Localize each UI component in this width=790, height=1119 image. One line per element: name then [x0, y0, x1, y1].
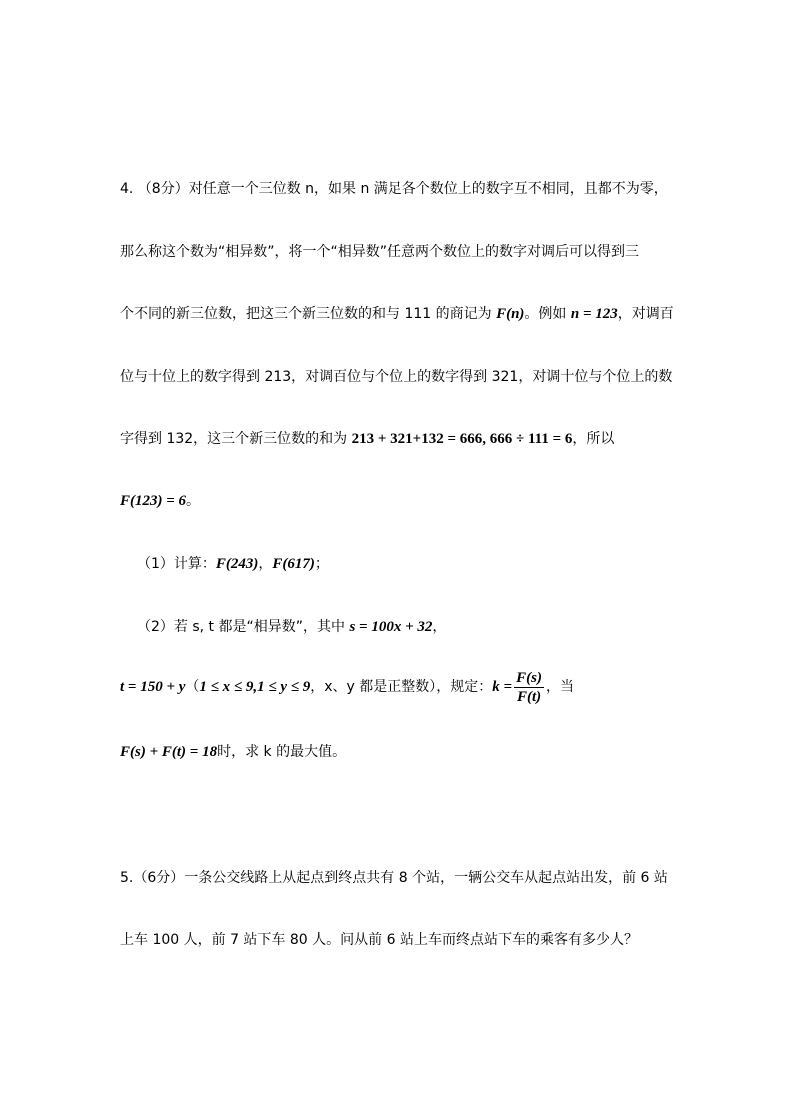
problem-4-text: 那么称这个数为“相异数”，将一个“相异数”任意两个数位上的数字对调后可以得到三	[120, 244, 640, 260]
math-expression: t = 150 + y	[120, 679, 186, 695]
problem-5-line-2	[120, 929, 680, 951]
problem-4-text: 。	[186, 493, 201, 509]
problem-4-text: 字得到 132，这三个新三位数的和为	[120, 431, 352, 447]
separator: ，	[258, 556, 273, 572]
problem-5-text: 5.（6分）一条公交线路上从起点到终点共有 8 个站，一辆公交车从起点站出发，前 6 站	[120, 870, 668, 886]
problem-4-line-6	[120, 490, 680, 512]
problem-5-line-1	[120, 867, 680, 889]
math-expression: s = 100x + 32	[349, 619, 433, 635]
problem-4-text: ，对调百	[617, 306, 674, 322]
math-expression: F(n)	[496, 306, 525, 322]
problem-4-text: ，所以	[572, 431, 615, 447]
problem-4-line-3	[120, 303, 680, 325]
paren-open: （	[185, 679, 200, 695]
problem-4-text: 个不同的新三位数，把这三个新三位数的和与 111 的商记为	[120, 306, 497, 322]
math-expression: F(243)	[215, 556, 259, 572]
math-expression: 213 + 321+132 = 666, 666 ÷ 111 = 6	[351, 431, 573, 447]
problem-4-text: 位与十位上的数字得到 213，对调百位与个位上的数字得到 321，对调十位与个位上的数	[120, 369, 673, 385]
question-2-conditions	[120, 668, 680, 706]
math-expression: F(617)	[272, 556, 315, 572]
math-expression: k =	[492, 679, 513, 695]
fraction-numerator: F(s)	[516, 669, 542, 686]
question-2-text: 时，求 k 的最大值。	[217, 744, 347, 760]
question-2-text: ，当	[545, 679, 574, 695]
problem-4-text: 。例如	[524, 306, 571, 322]
question-1	[137, 553, 680, 575]
fraction-denominator: F(t)	[516, 688, 542, 705]
math-expression: n = 123	[570, 306, 618, 322]
problem-4-line-1	[120, 178, 680, 200]
question-2-text: ，x、y 都是正整数），规定：	[310, 679, 493, 695]
fraction	[514, 669, 544, 706]
punctuation: ；	[314, 556, 329, 572]
problem-5-text: 上车 100 人，前 7 站下车 80 人。问从前 6 站上车而终点站下车的乘客有多少人？	[120, 932, 638, 948]
math-expression: F(s) + F(t) = 18	[120, 744, 218, 760]
question-2	[137, 616, 680, 638]
math-expression: 1 ≤ x ≤ 9,1 ≤ y ≤ 9	[199, 679, 311, 695]
question-2-text: （2）若 s, t 都是“相异数”，其中	[137, 619, 350, 635]
math-expression: F(123) = 6	[120, 493, 187, 509]
problem-4-line-4	[120, 366, 680, 388]
problem-4-line-2	[120, 241, 680, 263]
question-2-ask	[120, 741, 680, 763]
question-1-text: （1）计算：	[137, 556, 216, 572]
problem-4-text: 4. （8分）对任意一个三位数 n，如果 n 满足各个数位上的数字互不相同，且都不为零，	[120, 181, 668, 197]
problem-4-line-5	[120, 428, 680, 450]
punctuation: ，	[432, 619, 447, 635]
